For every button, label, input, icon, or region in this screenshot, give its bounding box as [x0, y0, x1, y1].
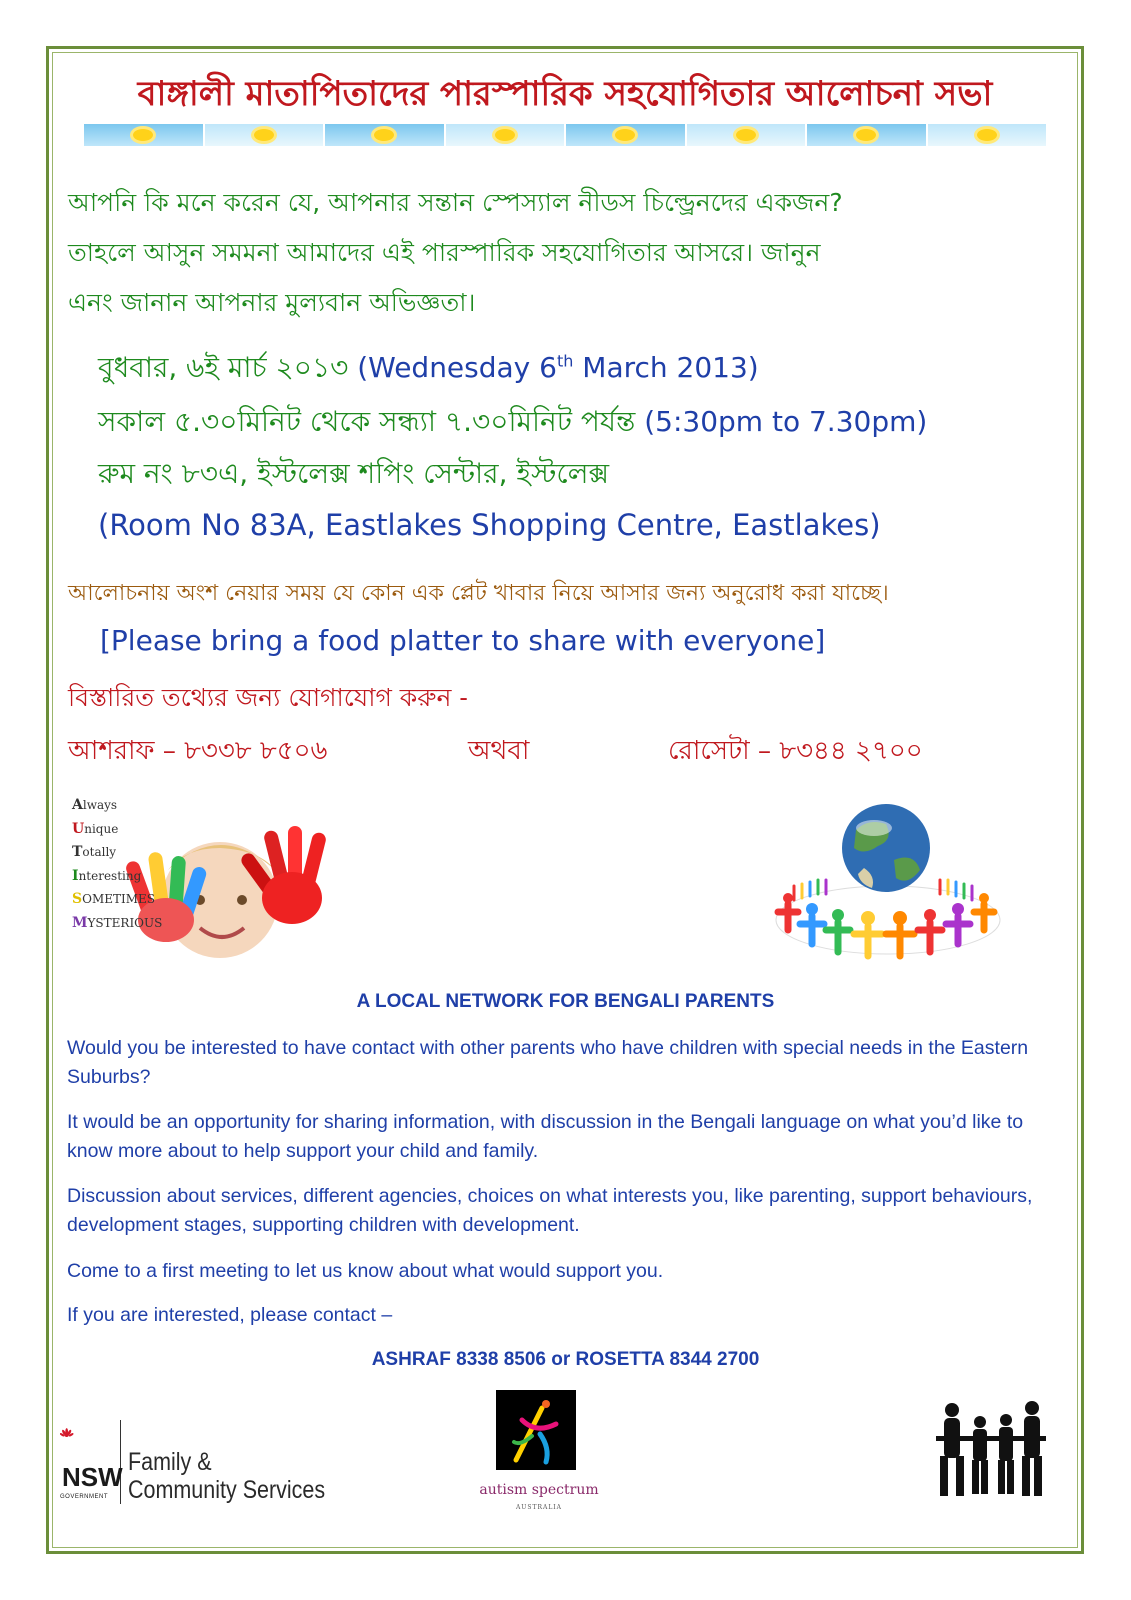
acrostic-rest: otally: [82, 845, 117, 859]
sun-tile: [566, 124, 685, 146]
intro-line: তাহলে আসুন সমমনা আমাদের এই পারস্পারিক সহযোগিতার আসরে। জানুন: [68, 238, 821, 267]
contact-or: অথবা: [468, 736, 530, 766]
autism-spectrum-subtext: AUSTRALIA: [515, 1504, 563, 1511]
event-date-en-pre: (Wednesday 6: [357, 351, 557, 384]
acrostic-letter: T: [72, 844, 83, 860]
acrostic-rest: lways: [82, 798, 118, 812]
food-request-bn: আলোচনায় অংশ নেয়ার সময় যে কোন এক প্লেট খাবার নিয়ে আসার জন্য অনুরোধ করা যাচ্ছে।: [68, 581, 889, 606]
sun-icon: [374, 129, 394, 141]
acrostic-autism: [72, 794, 162, 935]
acrostic-letter: I: [72, 867, 79, 884]
intro-line: আপনি কি মনে করেন যে, আপনার সন্তান স্পেস্যাল নীডস চিল্ড্রেনদের একজন?: [68, 188, 843, 217]
event-date-bn: বুধবার, ৬ই মার্চ ২০১৩: [98, 351, 358, 384]
event-date-en: [357, 351, 759, 384]
sun-icon: [977, 129, 997, 141]
sun-tile: [325, 124, 444, 146]
sun-tile: [807, 124, 926, 146]
event-time-bn: সকাল ৫.৩০মিনিট থেকে সন্ধ্যা ৭.৩০মিনিট পর্যন্ত: [98, 405, 645, 438]
acrostic-letter: S: [72, 891, 83, 907]
contact-heading-bn: বিস্তারিত তথ্যের জন্য যোগাযোগ করুন -: [68, 683, 468, 712]
sun-tile: [687, 124, 806, 146]
family-silhouette-logo: [930, 1396, 1052, 1508]
acrostic-line: [72, 818, 162, 842]
paragraph-opportunity: It would be an opportunity for sharing information, with discussion in the Bengali language on what you’d like to know more about to help support your child and family.: [67, 1111, 1024, 1162]
nsw-logo-text: NSW: [62, 1462, 123, 1492]
waratah-icon: [60, 1412, 120, 1462]
acrostic-line: [72, 888, 162, 912]
acrostic-rest: YSTERIOUS: [87, 915, 163, 930]
autism-spectrum-logo-icon: [496, 1390, 576, 1470]
acrostic-line: [72, 912, 162, 936]
contact-person-1: আশরাফ – ৮৩৩৮ ৮৫০৬: [68, 736, 328, 766]
event-venue-en: (Room No 83A, Eastlakes Shopping Centre, Eastlakes): [98, 508, 881, 542]
contact-english: ASHRAF 8338 8506 or ROSETTA 8344 2700: [371, 1349, 760, 1370]
paragraph-discussion: Discussion about services, different agencies, choices on what interests you, like parenting, support behaviours, development stages, supporting children with development.: [67, 1185, 1033, 1236]
food-request-en: [Please bring a food platter to share with everyone]: [100, 624, 826, 657]
intro-bengali: [68, 178, 1058, 328]
network-heading: A LOCAL NETWORK FOR BENGALI PARENTS: [356, 991, 775, 1012]
acrostic-line: [72, 794, 162, 818]
sun-icon: [736, 129, 756, 141]
event-time: [98, 400, 927, 447]
nsw-government-text: GOVERNMENT: [60, 1494, 109, 1500]
sun-icon: [495, 129, 515, 141]
globe-people-circle-image: [768, 800, 1008, 965]
acrostic-line: [72, 841, 162, 865]
paragraph-first-meeting: Come to a first meeting to let us know about what would support you.: [67, 1260, 664, 1282]
intro-line: এনং জানান আপনার মুল্যবান অভিজ্ঞতা।: [68, 288, 476, 317]
sun-tile: [446, 124, 565, 146]
autism-spectrum-text: autism spectrum: [479, 1482, 599, 1498]
paragraph-interest: Would you be interested to have contact with other parents who have children with special needs in the Eastern Suburbs?: [67, 1037, 1029, 1088]
acrostic-rest: nique: [84, 821, 119, 836]
contact-person-2: রোসেটা – ৮৩৪৪ ২৭০০: [668, 736, 923, 766]
fcs-line-1: Family &: [128, 1448, 212, 1476]
acrostic-letter: A: [72, 797, 83, 813]
acrostic-rest: nteresting: [78, 868, 142, 883]
acrostic-letter: M: [72, 914, 88, 931]
event-date: [98, 346, 759, 393]
event-venue-bn: রুম নং ৮৩এ, ইস্টলেক্স শপিং সেন্টার, ইস্টলেক্স: [98, 457, 610, 490]
sun-banner: [84, 124, 1046, 146]
acrostic-letter: U: [72, 820, 85, 837]
sun-icon: [856, 129, 876, 141]
sun-icon: [133, 129, 153, 141]
acrostic-rest: OMETIMES: [82, 892, 156, 906]
event-time-en: (5:30pm to 7.30pm): [644, 405, 928, 438]
paragraph-contact-intro: If you are interested, please contact –: [67, 1304, 393, 1326]
sun-tile: [205, 124, 324, 146]
fcs-line-2: Community Services: [128, 1476, 326, 1504]
flyer-title: বাঙ্গালী মাতাপিতাদের পারস্পারিক সহযোগিতার আলোচনা সভা: [137, 74, 993, 114]
sun-tile: [928, 124, 1047, 146]
acrostic-line: [72, 865, 162, 889]
sun-icon: [254, 129, 274, 141]
event-date-en-sup: th: [556, 351, 574, 371]
sun-icon: [615, 129, 635, 141]
sun-tile: [84, 124, 203, 146]
event-date-en-post: March 2013): [573, 351, 759, 384]
